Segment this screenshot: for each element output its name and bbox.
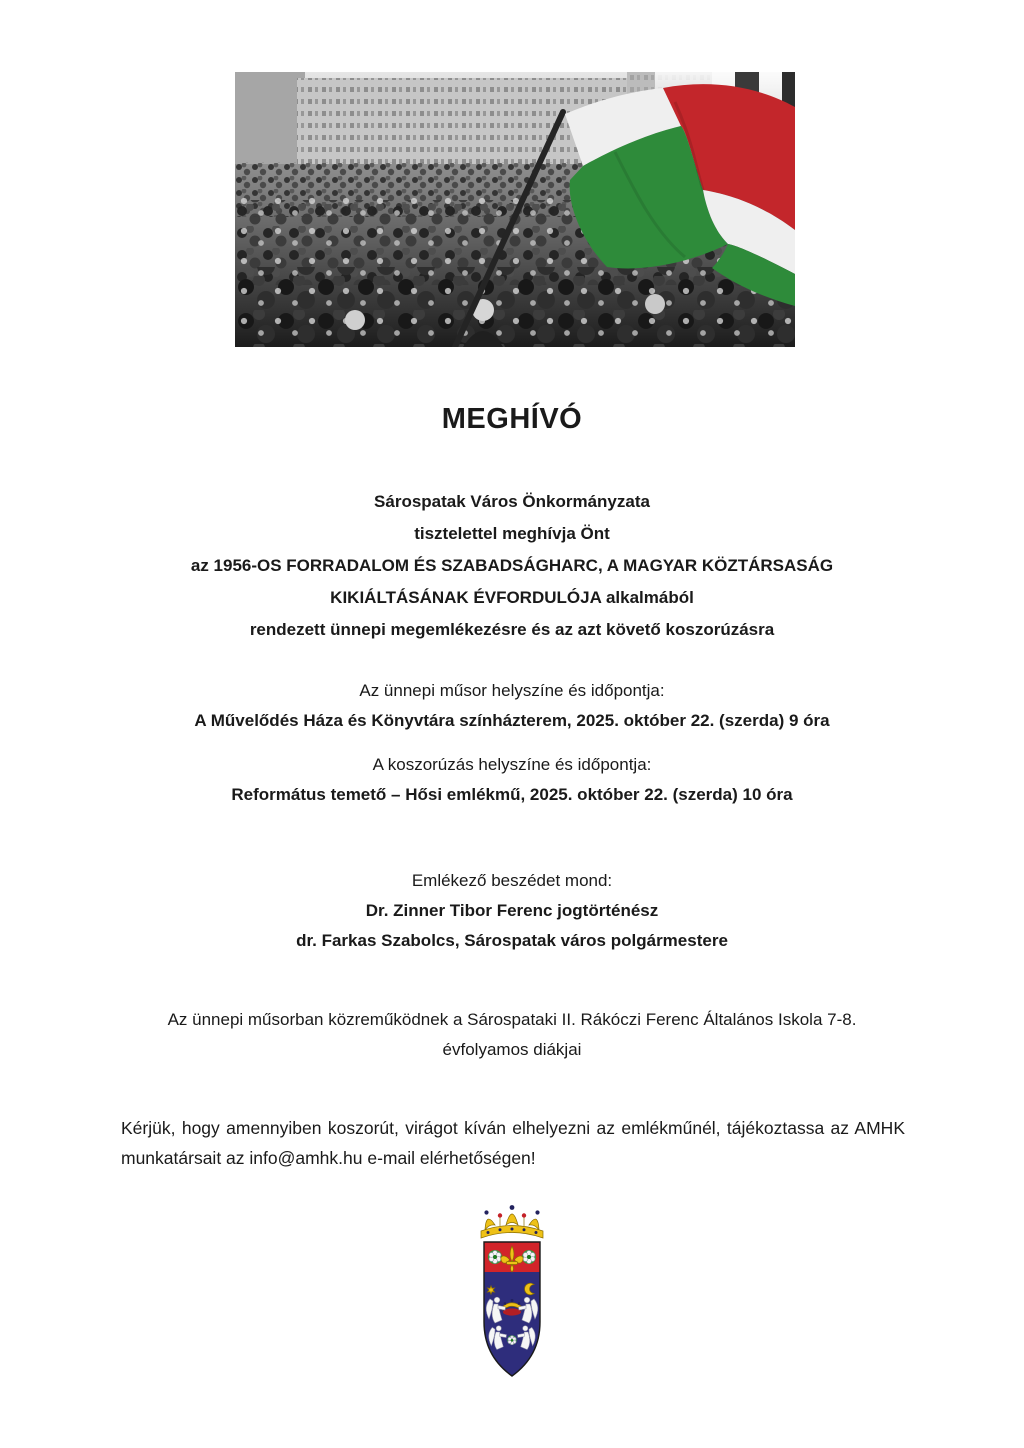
crest-crown bbox=[481, 1205, 543, 1238]
chief-rosette-right bbox=[522, 1250, 536, 1264]
coat-of-arms-illustration bbox=[462, 1204, 562, 1384]
crown-center-leaf bbox=[506, 1214, 518, 1225]
crown-pearl bbox=[484, 1210, 488, 1214]
intro-line: az 1956-OS FORRADALOM ÉS SZABADSÁGHARC, A MAGYAR KÖZTÁRSASÁG bbox=[190, 556, 834, 575]
speakers-section bbox=[0, 866, 1024, 956]
crown-pearl bbox=[535, 1210, 539, 1214]
chief-rosette-left bbox=[488, 1250, 502, 1264]
crown-pearl bbox=[510, 1205, 515, 1210]
ceremony-event-section bbox=[0, 676, 1024, 736]
ceremony-location-label: Az ünnepi műsor helyszíne és időpontja: bbox=[359, 681, 665, 700]
speaker-name: Dr. Zinner Tibor Ferenc jogtörténész bbox=[365, 901, 659, 920]
crown-ruby bbox=[498, 1213, 502, 1217]
ceremony-location-detail: A Művelődés Háza és Könyvtára színházterem, 2025. október 22. (szerda) 9 óra bbox=[194, 711, 830, 730]
photo-foreground-face bbox=[345, 310, 365, 330]
intro-line: rendezett ünnepi megemlékezésre és az azt követő koszorúzásra bbox=[249, 620, 775, 639]
crest-shield bbox=[484, 1242, 540, 1376]
photo-illustration bbox=[235, 72, 795, 347]
intro-paragraph bbox=[0, 486, 1024, 646]
page-title: MEGHÍVÓ bbox=[441, 403, 583, 435]
crown-ruby bbox=[522, 1213, 526, 1217]
speakers-label: Emlékező beszédet mond: bbox=[411, 871, 613, 890]
wreath-location-detail: Református temető – Hősi emlékmű, 2025. október 22. (szerda) 10 óra bbox=[231, 785, 793, 804]
sarospatak-coat-of-arms bbox=[462, 1204, 562, 1384]
revolution-1956-photo bbox=[235, 72, 795, 347]
crown-band bbox=[481, 1226, 543, 1239]
photo-foreground-face bbox=[645, 294, 665, 314]
field-rosette bbox=[507, 1335, 517, 1345]
wreath-note-text: Kérjük, hogy amennyiben koszorút, virágot kíván elhelyezni az emlékműnél, tájékoztassa az AMHK munkatársait az info@amhk.hu e-mail elérhetőségen! bbox=[121, 1118, 905, 1168]
participants-text: Az ünnepi műsorban közreműködnek a Sárospataki II. Rákóczi Ferenc Általános Iskola 7-8. évfolyamos diákjai bbox=[167, 1010, 857, 1059]
wreath-location-label: A koszorúzás helyszíne és időpontja: bbox=[372, 755, 652, 774]
speaker-name: dr. Farkas Szabolcs, Sárospatak város polgármestere bbox=[296, 931, 728, 950]
intro-line: KIKIÁLTÁSÁNAK ÉVFORDULÓJA alkalmából bbox=[330, 588, 694, 607]
intro-line: tisztelettel meghívja Önt bbox=[414, 524, 610, 543]
wreath-event-section bbox=[0, 750, 1024, 810]
intro-line: Sárospatak Város Önkormányzata bbox=[374, 492, 650, 511]
